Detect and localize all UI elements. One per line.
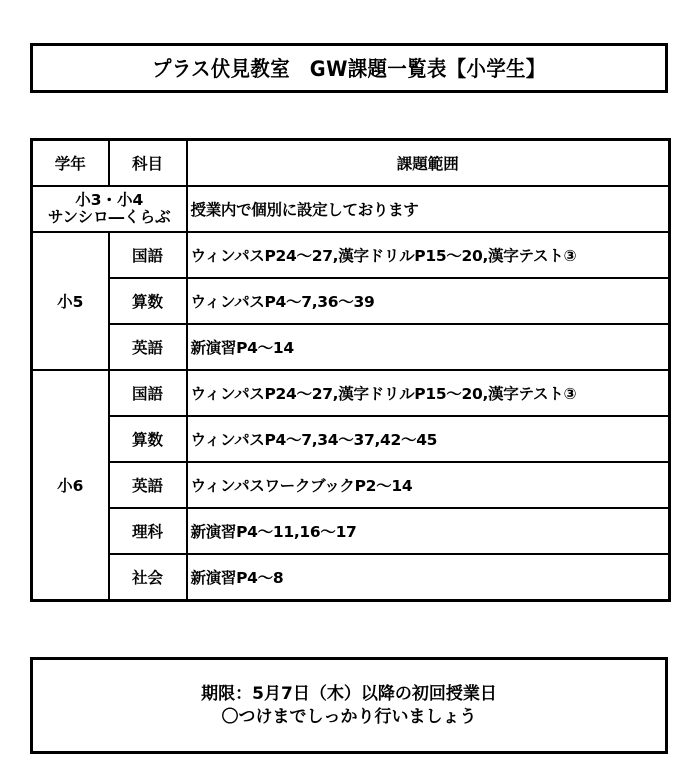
table-header-row <box>32 140 670 187</box>
range-cell: 授業内で個別に設定しております <box>187 186 670 232</box>
subject-cell: 英語 <box>109 324 187 370</box>
range-cell: ウィンパスワークブックP2～14 <box>187 462 670 508</box>
deadline-box <box>30 657 668 754</box>
range-cell: 新演習P4～14 <box>187 324 670 370</box>
header-subject: 科目 <box>109 140 187 187</box>
grade-line: 小3・小4 <box>75 191 144 209</box>
range-cell: 新演習P4～11,16～17 <box>187 508 670 554</box>
header-grade: 学年 <box>32 140 109 187</box>
range-cell: ウィンパスP4～7,36～39 <box>187 278 670 324</box>
range-cell: ウィンパスP4～7,34～37,42～45 <box>187 416 670 462</box>
range-cell: ウィンパスP24～27,漢字ドリルP15～20,漢字テスト③ <box>187 232 670 278</box>
subject-cell: 算数 <box>109 278 187 324</box>
range-cell: 新演習P4～8 <box>187 554 670 601</box>
instruction-text: 〇つけまでしっかり行いましょう <box>221 706 477 727</box>
deadline-text: 期限：5月7日（木）以降の初回授業日 <box>201 683 497 704</box>
table-row <box>32 416 670 462</box>
table-row <box>32 232 670 278</box>
header-range: 課題範囲 <box>187 140 670 187</box>
subject-cell: 算数 <box>109 416 187 462</box>
subject-cell: 国語 <box>109 370 187 416</box>
table-row <box>32 462 670 508</box>
assignment-table <box>30 138 671 602</box>
range-cell: ウィンパスP24～27,漢字ドリルP15～20,漢字テスト③ <box>187 370 670 416</box>
subject-cell: 国語 <box>109 232 187 278</box>
table-row <box>32 278 670 324</box>
grade-cell-sho5: 小5 <box>32 232 109 370</box>
grade-line: サンシロ―くらぶ <box>47 208 171 226</box>
subject-cell: 社会 <box>109 554 187 601</box>
title-box <box>30 43 668 93</box>
grade-cell-sho3-4 <box>32 186 187 232</box>
page-title: プラス伏見教室 GW課題一覧表【小学生】 <box>152 57 546 81</box>
table-row <box>32 324 670 370</box>
table-row <box>32 554 670 601</box>
subject-cell: 理科 <box>109 508 187 554</box>
table-row <box>32 370 670 416</box>
table-row <box>32 508 670 554</box>
table-row <box>32 186 670 232</box>
subject-cell: 英語 <box>109 462 187 508</box>
grade-cell-sho6: 小6 <box>32 370 109 601</box>
